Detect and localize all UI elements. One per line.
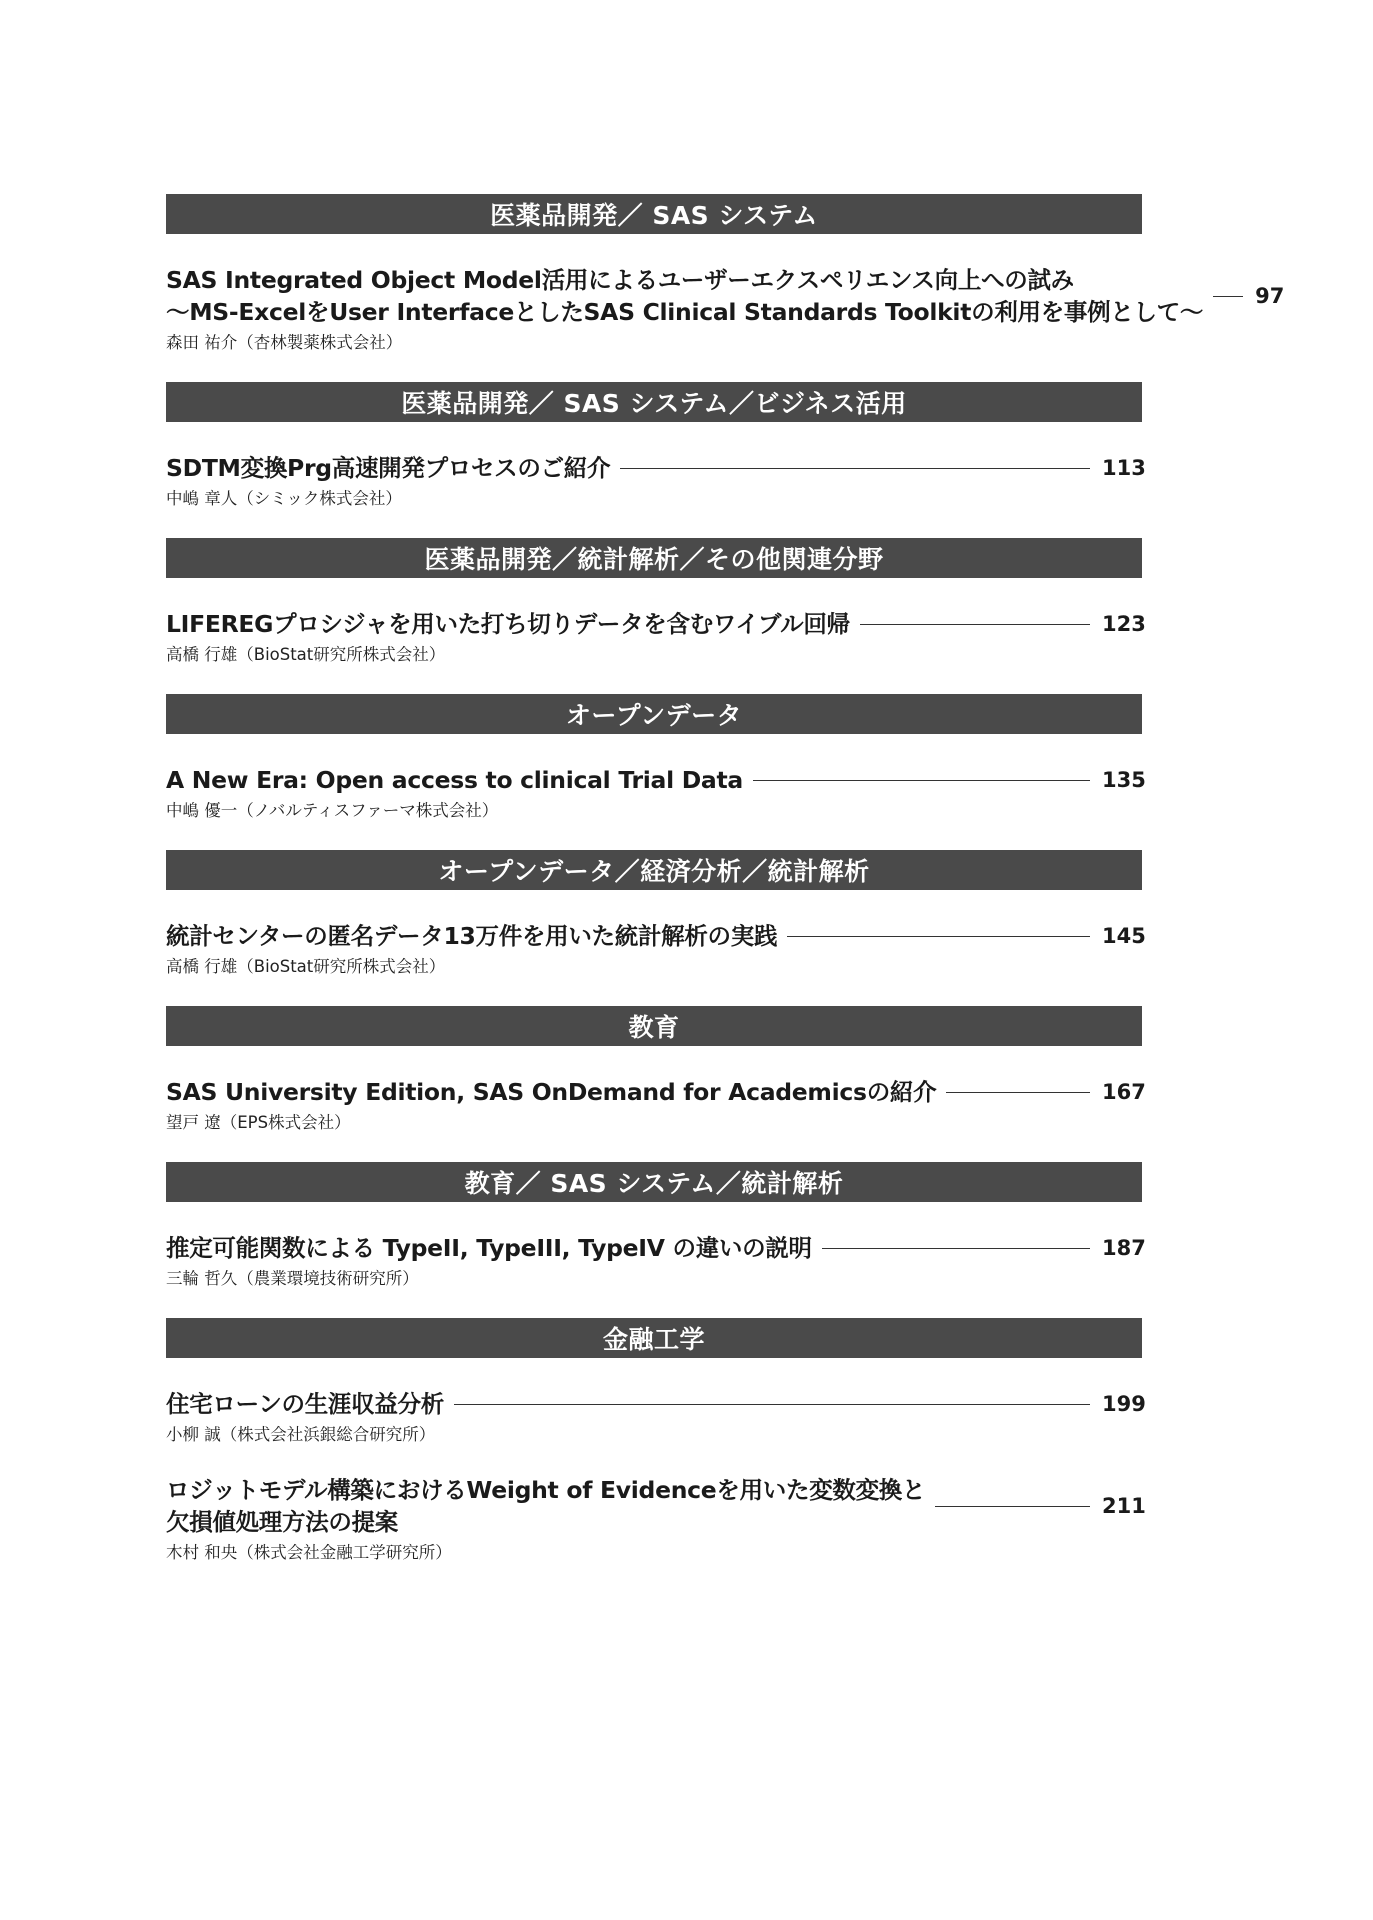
page-number: 167 (1102, 1080, 1146, 1104)
toc-entry[interactable] (166, 264, 1285, 356)
toc-entry[interactable] (166, 764, 1146, 824)
table-of-contents (166, 194, 1285, 1592)
toc-section (166, 1318, 1146, 1592)
section-heading: オープンデータ／経済分析／統計解析 (166, 850, 1142, 890)
toc-entry[interactable] (166, 1474, 1146, 1566)
entry-title: SAS Integrated Object Model活用によるユーザーエクスペリエンス向上への試み (166, 266, 1074, 294)
section-heading: オープンデータ (166, 694, 1142, 734)
entry-title: 欠損値処理方法の提案 (166, 1508, 398, 1536)
leader-line (454, 1404, 1090, 1405)
leader-line (620, 468, 1090, 469)
page-number: 145 (1102, 924, 1146, 948)
section-heading: 教育 (166, 1006, 1142, 1046)
entry-author: 高橋 行雄（BioStat研究所株式会社） (166, 957, 446, 976)
toc-entry[interactable] (166, 1076, 1146, 1136)
entry-author: 中嶋 章人（シミック株式会社） (166, 489, 402, 508)
entry-author: 中嶋 優一（ノバルティスファーマ株式会社） (166, 801, 499, 820)
toc-section (166, 538, 1146, 694)
entry-author: 高橋 行雄（BioStat研究所株式会社） (166, 645, 446, 664)
page-number: 211 (1102, 1494, 1146, 1518)
toc-section (166, 194, 1285, 382)
entry-title: 住宅ローンの生涯収益分析 (166, 1390, 444, 1418)
leader-line (860, 624, 1090, 625)
page-number: 135 (1102, 768, 1146, 792)
entry-title: 推定可能関数による TypeII, TypeIII, TypeIV の違いの説明 (166, 1234, 812, 1262)
toc-entry[interactable] (166, 452, 1146, 512)
page-number: 97 (1255, 284, 1285, 308)
leader-line (935, 1506, 1090, 1507)
leader-line (946, 1092, 1090, 1093)
page-number: 199 (1102, 1392, 1146, 1416)
leader-line (822, 1248, 1090, 1249)
entry-title: ～MS-ExcelをUser InterfaceとしたSAS Clinical Standards Toolkitの利用を事例として～ (166, 298, 1204, 326)
leader-line (787, 936, 1090, 937)
leader-line (1213, 296, 1243, 297)
section-heading: 医薬品開発／統計解析／その他関連分野 (166, 538, 1142, 578)
entry-author: 三輪 哲久（農業環境技術研究所） (166, 1269, 419, 1288)
leader-line (753, 780, 1090, 781)
entry-author: 木村 和央（株式会社金融工学研究所） (166, 1543, 452, 1562)
toc-section (166, 694, 1146, 850)
toc-section (166, 850, 1146, 1006)
toc-section (166, 1006, 1146, 1162)
section-heading: 医薬品開発／ SAS システム／ビジネス活用 (166, 382, 1142, 422)
toc-entry[interactable] (166, 1232, 1146, 1292)
entry-title: 統計センターの匿名データ13万件を用いた統計解析の実践 (166, 922, 778, 950)
section-heading: 金融工学 (166, 1318, 1142, 1358)
entry-author: 小柳 誠（株式会社浜銀総合研究所） (166, 1425, 436, 1444)
toc-entry[interactable] (166, 608, 1146, 668)
toc-section (166, 1162, 1146, 1318)
toc-entry[interactable] (166, 1388, 1146, 1448)
page-number: 113 (1102, 456, 1146, 480)
toc-entry[interactable] (166, 920, 1146, 980)
entry-title: A New Era: Open access to clinical Trial Data (166, 766, 743, 794)
section-heading: 医薬品開発／ SAS システム (166, 194, 1142, 234)
entry-title: LIFEREGプロシジャを用いた打ち切りデータを含むワイブル回帰 (166, 610, 850, 638)
entry-title: SDTM変換Prg高速開発プロセスのご紹介 (166, 454, 611, 482)
entry-title: SAS University Edition, SAS OnDemand for Academicsの紹介 (166, 1078, 937, 1106)
toc-section (166, 382, 1146, 538)
page-number: 123 (1102, 612, 1146, 636)
section-heading: 教育／ SAS システム／統計解析 (166, 1162, 1142, 1202)
entry-author: 望戸 遼（EPS株式会社） (166, 1113, 351, 1132)
page-number: 187 (1102, 1236, 1146, 1260)
entry-author: 森田 祐介（杏林製薬株式会社） (166, 333, 403, 352)
entry-title: ロジットモデル構築におけるWeight of Evidenceを用いた変数変換と (166, 1476, 926, 1504)
